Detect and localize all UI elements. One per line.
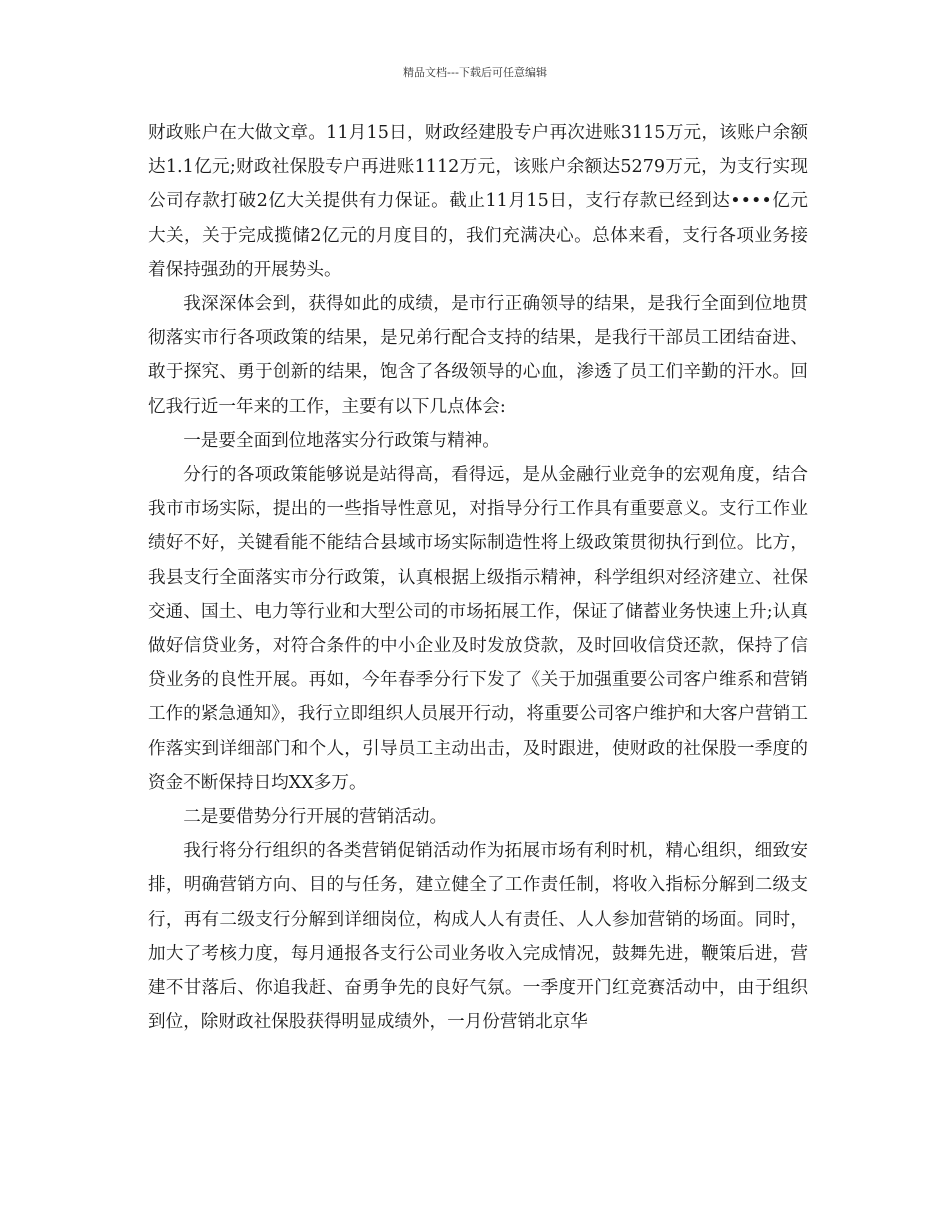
- section-heading-1: 一是要全面到位地落实分行政策与精神。: [183, 430, 500, 451]
- paragraph-1: 财政账户在大做文章。11月15日，财政经建股专户再次进账3115万元，该账户余额达1.1亿元;财政社保股专户再进账1112万元，该账户余额达5279万元，为支行实现公司存款打破2亿大关提供有力保证。截止11月15日，支行存款已经到达••••亿元大关，关于完成揽储2亿元的月度目的，我们充满决心。总体来看，支行各项业务接着保持强劲的开展势头。: [148, 123, 808, 280]
- section-heading-2: 二是要借势分行开展的营销活动。: [183, 807, 448, 828]
- paragraph-3: 分行的各项政策能够说是站得高，看得远，是从金融行业竞争的宏观角度，结合我市市场实际，提出的一些指导性意见，对指导分行工作具有重要意义。支行工作业绩好不好，关键看能不能结合县域市场实际制造性将上级政策贯彻执行到位。比方，我县支行全面落实市分行政策，认真根据上级指示精神，科学组织对经济建立、社保交通、国土、电力等行业和大型公司的市场拓展工作，保证了储蓄业务快速上升;认真做好信贷业务，对符合条件的中小企业及时发放贷款，及时回收信贷还款，保持了信贷业务的良性开展。再如，今年春季分行下发了《关于加强重要公司客户维系和营销工作的紧急通知》，我行立即组织人员展开行动，将重要公司客户维护和大客户营销工作落实到详细部门和个人，引导员工主动出击，及时跟进，使财政的社保股一季度的资金不断保持日均XX多万。: [148, 465, 808, 793]
- paragraph-4: 我行将分行组织的各类营销促销活动作为拓展市场有利时机，精心组织，细致安排，明确营销方向、目的与任务，建立健全了工作责任制，将收入指标分解到二级支行，再有二级支行分解到详细岗位，构成人人有责任、人人参加营销的场面。同时，加大了考核力度，每月通报各支行公司业务收入完成情况，鼓舞先进，鞭策后进，营建不甘落后、你追我赶、奋勇争先的良好气氛。一季度开门红竞赛活动中，由于组织到位，除财政社保股获得明显成绩外，一月份营销北京华: [148, 841, 808, 1033]
- document-body: [148, 116, 808, 1039]
- page-header: 精品文档---下载后可任意编辑: [403, 66, 547, 79]
- paragraph-2: 我深深体会到，获得如此的成绩，是市行正确领导的结果，是我行全面到位地贯彻落实市行各项政策的结果，是兄弟行配合支持的结果，是我行干部员工团结奋进、敢于探究、勇于创新的结果，饱含了各级领导的心血，渗透了员工们辛勤的汗水。回忆我行近一年来的工作，主要有以下几点体会:: [148, 294, 808, 417]
